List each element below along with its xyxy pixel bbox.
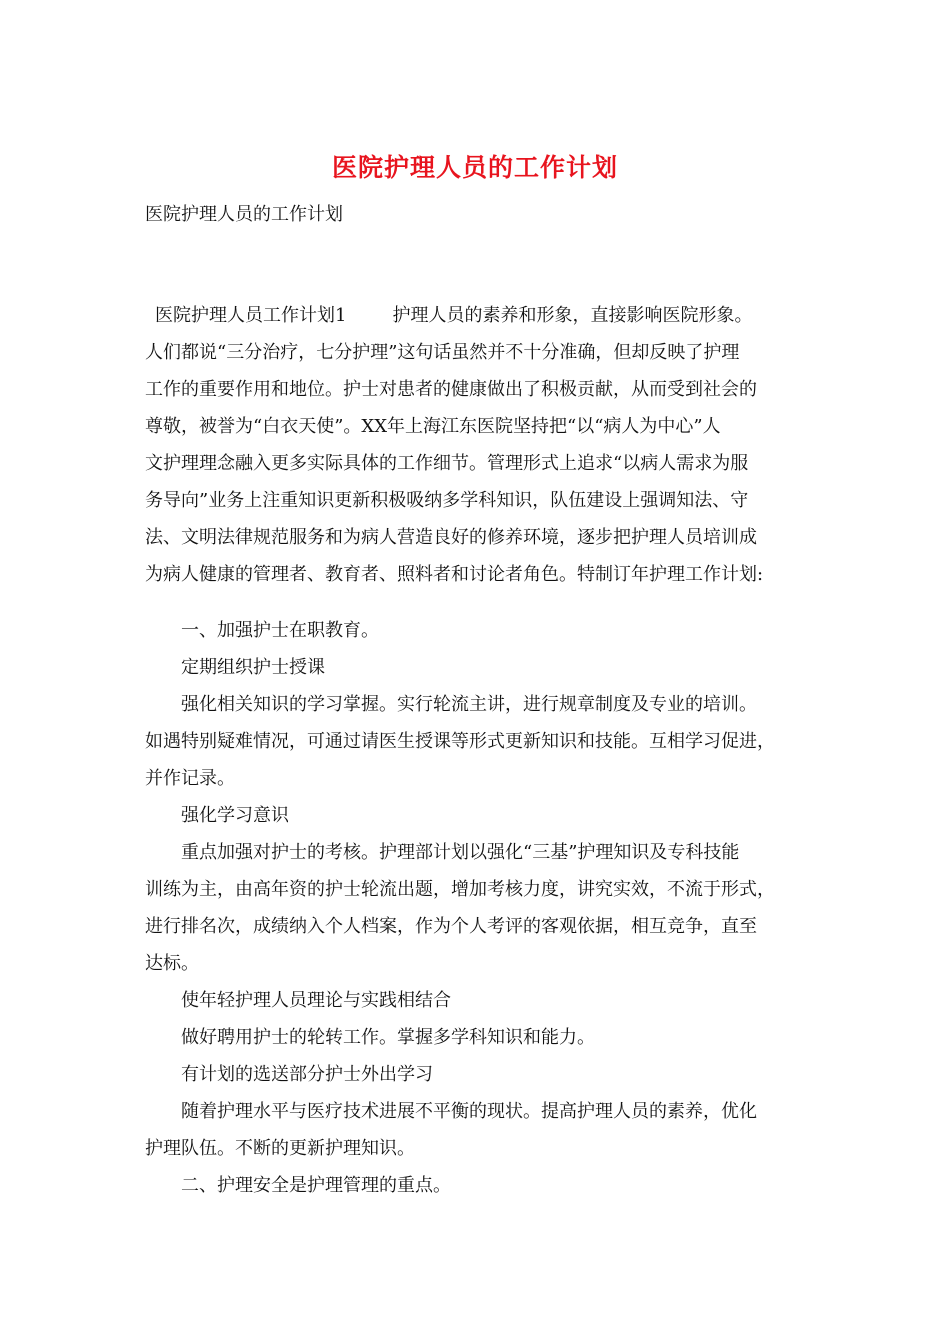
paragraph-line: 务导向”业务上注重知识更新积极吸纳多学科知识，队伍建设上强调知法、守 [145, 490, 749, 511]
paragraph-line: 护理队伍。不断的更新护理知识。 [145, 1138, 415, 1159]
section-heading: 一、加强护士在职教育。 [181, 620, 379, 641]
paragraph-line: 随着护理水平与医疗技术进展不平衡的现状。提高护理人员的素养，优化 [181, 1101, 757, 1122]
document-body [145, 297, 810, 1204]
paragraph-line: 重点加强对护士的考核。护理部计划以强化“三基”护理知识及专科技能 [181, 842, 740, 863]
paragraph-line: 强化相关知识的学习掌握。实行轮流主讲，进行规章制度及专业的培训。 [181, 694, 757, 715]
section-heading: 二、护理安全是护理管理的重点。 [181, 1175, 451, 1196]
intro-first-sentence: 护理人员的素养和形象，直接影响医院形象。 [392, 305, 753, 326]
item-heading: 定期组织护士授课 [181, 657, 325, 678]
blank-gap [145, 593, 810, 612]
intro-first-line [145, 297, 810, 334]
paragraph-line: 人们都说“三分治疗，七分护理”这句话虽然并不十分准确，但却反映了护理 [145, 342, 740, 363]
paragraph-line: 尊敬，被誉为“白衣天使”。XX年上海江东医院坚持把“以“病人为中心”人 [145, 416, 721, 437]
paragraph-line: 进行排名次，成绩纳入个人档案，作为个人考评的客观依据，相互竞争，直至 [145, 916, 757, 937]
item-heading: 使年轻护理人员理论与实践相结合 [181, 990, 451, 1011]
intro-heading: 医院护理人员工作计划1 [155, 305, 347, 326]
document-title: 医院护理人员的工作计划 [331, 153, 618, 182]
paragraph-line: 如遇特别疑难情况，可通过请医生授课等形式更新知识和技能。互相学习促进， [145, 731, 775, 752]
paragraph-line: 文护理理念融入更多实际具体的工作细节。管理形式上追求“以病人需求为服 [145, 453, 749, 474]
paragraph-line: 达标。 [145, 953, 199, 974]
paragraph-line: 工作的重要作用和地位。护士对患者的健康做出了积极贡献，从而受到社会的 [145, 379, 757, 400]
paragraph-line: 训练为主，由高年资的护士轮流出题，增加考核力度，讲究实效，不流于形式， [145, 879, 775, 900]
item-heading: 强化学习意识 [181, 805, 289, 826]
paragraph-line: 并作记录。 [145, 768, 235, 789]
paragraph-line: 做好聘用护士的轮转工作。掌握多学科知识和能力。 [181, 1027, 595, 1048]
paragraph-line: 法、文明法律规范服务和为病人营造良好的修养环境，逐步把护理人员培训成 [145, 527, 757, 548]
document-subtitle: 医院护理人员的工作计划 [145, 204, 343, 225]
item-heading: 有计划的选送部分护士外出学习 [181, 1064, 433, 1085]
paragraph-line: 为病人健康的管理者、教育者、照料者和讨论者角色。特制订年护理工作计划: [145, 564, 764, 585]
